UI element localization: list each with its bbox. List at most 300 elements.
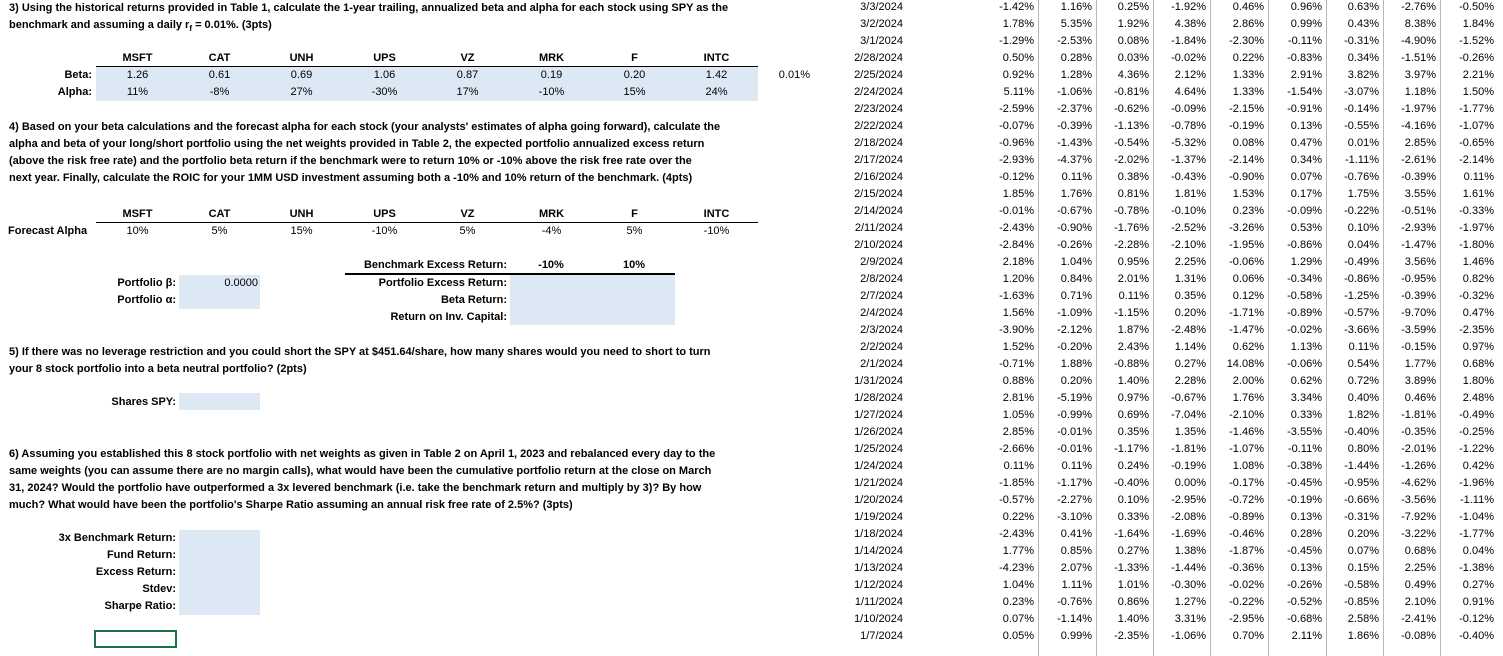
return-cell[interactable]: 8.38% (1404, 18, 1436, 30)
return-cell[interactable]: 0.28% (1060, 52, 1092, 64)
return-cell[interactable]: -2.30% (1229, 35, 1264, 47)
return-cell[interactable]: -0.32% (1459, 290, 1494, 302)
date-cell[interactable]: 1/14/2024 (854, 545, 903, 557)
return-cell[interactable]: -0.26% (1459, 52, 1494, 64)
return-cell[interactable]: -0.85% (1344, 596, 1379, 608)
return-cell[interactable]: -1.77% (1459, 103, 1494, 115)
return-cell[interactable]: 0.01% (1347, 137, 1379, 149)
return-cell[interactable]: 1.75% (1347, 188, 1379, 200)
return-cell[interactable]: -2.15% (1229, 103, 1264, 115)
rf-value-cell[interactable]: 0.01% (778, 69, 810, 81)
return-cell[interactable]: 0.62% (1290, 375, 1322, 387)
return-cell[interactable]: -0.19% (1171, 460, 1206, 472)
date-cell[interactable]: 1/24/2024 (854, 460, 903, 472)
return-cell[interactable]: -0.49% (1459, 409, 1494, 421)
return-cell[interactable]: 0.10% (1117, 494, 1149, 506)
return-cell[interactable]: 3.55% (1404, 188, 1436, 200)
forecast-alpha-cell[interactable]: -4% (541, 225, 562, 237)
return-cell[interactable]: -4.90% (1401, 35, 1436, 47)
return-cell[interactable]: 0.82% (1462, 273, 1494, 285)
date-cell[interactable]: 1/20/2024 (854, 494, 903, 506)
return-cell[interactable]: 1.88% (1060, 358, 1092, 370)
return-cell[interactable]: 0.80% (1347, 443, 1379, 455)
return-cell[interactable]: 2.43% (1117, 341, 1149, 353)
return-cell[interactable]: -3.07% (1344, 86, 1379, 98)
return-cell[interactable]: 1.87% (1117, 324, 1149, 336)
return-cell[interactable]: 0.72% (1347, 375, 1379, 387)
return-cell[interactable]: -1.87% (1229, 545, 1264, 557)
return-cell[interactable]: 1.33% (1232, 86, 1264, 98)
return-cell[interactable]: 0.20% (1060, 375, 1092, 387)
return-cell[interactable]: 0.95% (1117, 256, 1149, 268)
beta-cell[interactable]: 0.87 (456, 69, 479, 81)
return-cell[interactable]: -1.47% (1229, 324, 1264, 336)
return-cell[interactable]: -2.95% (1171, 494, 1206, 506)
return-cell[interactable]: -0.09% (1287, 205, 1322, 217)
return-cell[interactable]: 0.22% (1232, 52, 1264, 64)
return-cell[interactable]: 1.52% (1002, 341, 1034, 353)
return-cell[interactable]: 4.64% (1174, 86, 1206, 98)
date-cell[interactable]: 2/14/2024 (854, 205, 903, 217)
forecast-alpha-cell[interactable]: -10% (703, 225, 730, 237)
return-cell[interactable]: -0.10% (1171, 205, 1206, 217)
benchmark-pos-value[interactable]: 10% (622, 259, 646, 271)
return-cell[interactable]: 1.35% (1174, 426, 1206, 438)
date-cell[interactable]: 1/18/2024 (854, 528, 903, 540)
return-cell[interactable]: 2.48% (1462, 392, 1494, 404)
return-cell[interactable]: 1.27% (1174, 596, 1206, 608)
return-cell[interactable]: -0.14% (1344, 103, 1379, 115)
return-cell[interactable]: -2.41% (1401, 613, 1436, 625)
return-cell[interactable]: -0.39% (1401, 171, 1436, 183)
return-cell[interactable]: -3.56% (1401, 494, 1436, 506)
return-cell[interactable]: -0.31% (1344, 511, 1379, 523)
return-cell[interactable]: -2.28% (1114, 239, 1149, 251)
return-cell[interactable]: -0.20% (1057, 341, 1092, 353)
return-cell[interactable]: -1.96% (1459, 477, 1494, 489)
date-cell[interactable]: 2/15/2024 (854, 188, 903, 200)
return-cell[interactable]: 1.13% (1290, 341, 1322, 353)
date-cell[interactable]: 2/8/2024 (860, 273, 903, 285)
return-cell[interactable]: -3.10% (1057, 511, 1092, 523)
return-cell[interactable]: 1.46% (1462, 256, 1494, 268)
return-cell[interactable]: 1.76% (1060, 188, 1092, 200)
return-cell[interactable]: 1.01% (1117, 579, 1149, 591)
return-cell[interactable]: -2.14% (1229, 154, 1264, 166)
return-cell[interactable]: -1.38% (1459, 562, 1494, 574)
return-cell[interactable]: -1.80% (1459, 239, 1494, 251)
forecast-alpha-cell[interactable]: -10% (371, 225, 398, 237)
return-cell[interactable]: 0.00% (1174, 477, 1206, 489)
return-cell[interactable]: -0.36% (1229, 562, 1264, 574)
return-cell[interactable]: -0.25% (1459, 426, 1494, 438)
return-cell[interactable]: -0.50% (1459, 1, 1494, 13)
return-cell[interactable]: -4.23% (999, 562, 1034, 574)
return-cell[interactable]: 2.11% (1291, 630, 1322, 642)
return-cell[interactable]: -0.67% (1171, 392, 1206, 404)
return-cell[interactable]: -0.19% (1229, 120, 1264, 132)
return-cell[interactable]: -1.07% (1459, 120, 1494, 132)
return-cell[interactable]: -0.55% (1344, 120, 1379, 132)
return-cell[interactable]: -0.40% (1459, 630, 1494, 642)
return-cell[interactable]: -1.97% (1401, 103, 1436, 115)
return-cell[interactable]: 0.27% (1117, 545, 1149, 557)
return-cell[interactable]: -2.37% (1057, 103, 1092, 115)
return-cell[interactable]: 0.47% (1290, 137, 1322, 149)
date-cell[interactable]: 1/11/2024 (854, 596, 903, 608)
return-cell[interactable]: 1.92% (1117, 18, 1149, 30)
date-cell[interactable]: 2/22/2024 (854, 120, 903, 132)
alpha-cell[interactable]: -8% (209, 86, 230, 98)
return-cell[interactable]: -1.92% (1171, 1, 1206, 13)
return-cell[interactable]: -0.54% (1114, 137, 1149, 149)
return-cell[interactable]: 1.18% (1404, 86, 1436, 98)
return-cell[interactable]: 0.10% (1347, 222, 1379, 234)
return-cell[interactable]: -0.01% (999, 205, 1034, 217)
return-cell[interactable]: -2.43% (999, 222, 1034, 234)
return-cell[interactable]: 1.08% (1232, 460, 1264, 472)
return-cell[interactable]: -1.04% (1459, 511, 1494, 523)
return-cell[interactable]: 1.40% (1117, 375, 1149, 387)
date-cell[interactable]: 2/3/2024 (860, 324, 903, 336)
return-cell[interactable]: 0.23% (1002, 596, 1034, 608)
return-cell[interactable]: 1.61% (1462, 188, 1494, 200)
return-cell[interactable]: -2.48% (1171, 324, 1206, 336)
return-cell[interactable]: 1.40% (1117, 613, 1149, 625)
return-cell[interactable]: -0.40% (1344, 426, 1379, 438)
return-cell[interactable]: 0.13% (1290, 511, 1322, 523)
return-cell[interactable]: -4.16% (1401, 120, 1436, 132)
return-cell[interactable]: -0.95% (1401, 273, 1436, 285)
date-cell[interactable]: 2/23/2024 (854, 103, 903, 115)
return-cell[interactable]: -2.93% (999, 154, 1034, 166)
return-cell[interactable]: 0.46% (1404, 392, 1436, 404)
return-cell[interactable]: -1.71% (1229, 307, 1264, 319)
return-cell[interactable]: -1.15% (1114, 307, 1149, 319)
return-cell[interactable]: -0.12% (1459, 613, 1494, 625)
return-cell[interactable]: 0.11% (1061, 460, 1092, 472)
forecast-alpha-cell[interactable]: 15% (290, 225, 313, 237)
return-cell[interactable]: 0.33% (1117, 511, 1149, 523)
return-cell[interactable]: -1.84% (1171, 35, 1206, 47)
return-cell[interactable]: 0.43% (1347, 18, 1379, 30)
date-cell[interactable]: 1/10/2024 (854, 613, 903, 625)
return-cell[interactable]: -2.35% (1459, 324, 1494, 336)
return-cell[interactable]: 0.70% (1232, 630, 1264, 642)
return-cell[interactable]: -2.12% (1057, 324, 1092, 336)
return-cell[interactable]: -1.44% (1344, 460, 1379, 472)
return-cell[interactable]: -0.35% (1401, 426, 1436, 438)
return-cell[interactable]: 0.04% (1347, 239, 1379, 251)
return-cell[interactable]: -0.07% (999, 120, 1034, 132)
return-cell[interactable]: -4.37% (1057, 154, 1092, 166)
return-cell[interactable]: -1.06% (1057, 86, 1092, 98)
return-cell[interactable]: 1.33% (1232, 69, 1264, 81)
return-cell[interactable]: 2.18% (1002, 256, 1034, 268)
return-cell[interactable]: 0.69% (1117, 409, 1149, 421)
date-cell[interactable]: 2/17/2024 (854, 154, 903, 166)
return-cell[interactable]: -1.14% (1057, 613, 1092, 625)
return-cell[interactable]: 0.06% (1232, 273, 1264, 285)
return-cell[interactable]: -0.31% (1344, 35, 1379, 47)
return-cell[interactable]: 0.63% (1347, 1, 1379, 13)
return-cell[interactable]: -2.43% (999, 528, 1034, 540)
return-cell[interactable]: -0.01% (1057, 426, 1092, 438)
return-cell[interactable]: 0.68% (1404, 545, 1436, 557)
return-cell[interactable]: 0.05% (1002, 630, 1034, 642)
return-cell[interactable]: 1.20% (1002, 273, 1034, 285)
return-cell[interactable]: -0.96% (999, 137, 1034, 149)
return-cell[interactable]: -2.52% (1171, 222, 1206, 234)
date-cell[interactable]: 1/12/2024 (854, 579, 903, 591)
return-cell[interactable]: -0.57% (999, 494, 1034, 506)
return-cell[interactable]: 1.81% (1174, 188, 1206, 200)
return-cell[interactable]: -0.26% (1287, 579, 1322, 591)
return-cell[interactable]: 0.49% (1404, 579, 1436, 591)
return-cell[interactable]: 0.11% (1348, 341, 1379, 353)
return-cell[interactable]: -0.15% (1401, 341, 1436, 353)
return-cell[interactable]: -0.45% (1287, 477, 1322, 489)
return-cell[interactable]: -3.22% (1401, 528, 1436, 540)
return-cell[interactable]: 0.33% (1290, 409, 1322, 421)
return-cell[interactable]: -0.99% (1057, 409, 1092, 421)
return-cell[interactable]: -1.09% (1057, 307, 1092, 319)
return-cell[interactable]: 0.25% (1117, 1, 1149, 13)
date-cell[interactable]: 1/13/2024 (854, 562, 903, 574)
return-cell[interactable]: -1.25% (1344, 290, 1379, 302)
return-cell[interactable]: 1.50% (1462, 86, 1494, 98)
return-cell[interactable]: -0.51% (1401, 205, 1436, 217)
return-cell[interactable]: -0.26% (1057, 239, 1092, 251)
return-cell[interactable]: -0.76% (1057, 596, 1092, 608)
return-cell[interactable]: 1.38% (1174, 545, 1206, 557)
return-cell[interactable]: -2.01% (1401, 443, 1436, 455)
forecast-alpha-cell[interactable]: 5% (626, 225, 643, 237)
return-cell[interactable]: -0.17% (1229, 477, 1264, 489)
alpha-cell[interactable]: 27% (290, 86, 313, 98)
return-cell[interactable]: -0.38% (1287, 460, 1322, 472)
return-cell[interactable]: 0.91% (1462, 596, 1494, 608)
return-cell[interactable]: -0.39% (1401, 290, 1436, 302)
return-cell[interactable]: 1.76% (1232, 392, 1264, 404)
return-cell[interactable]: 0.46% (1232, 1, 1264, 13)
return-cell[interactable]: 0.53% (1290, 222, 1322, 234)
return-cell[interactable]: 0.34% (1347, 52, 1379, 64)
return-cell[interactable]: 0.15% (1347, 562, 1379, 574)
return-cell[interactable]: -0.11% (1287, 443, 1322, 455)
return-cell[interactable]: 2.10% (1404, 596, 1436, 608)
return-cell[interactable]: -0.06% (1287, 358, 1322, 370)
date-cell[interactable]: 2/18/2024 (854, 137, 903, 149)
return-cell[interactable]: 0.13% (1290, 120, 1322, 132)
return-cell[interactable]: 2.01% (1117, 273, 1149, 285)
return-cell[interactable]: -0.22% (1229, 596, 1264, 608)
return-cell[interactable]: 2.21% (1462, 69, 1494, 81)
return-cell[interactable]: 0.35% (1117, 426, 1149, 438)
return-cell[interactable]: -1.47% (1401, 239, 1436, 251)
return-cell[interactable]: -3.66% (1344, 324, 1379, 336)
return-cell[interactable]: -0.30% (1171, 579, 1206, 591)
return-cell[interactable]: -1.07% (1229, 443, 1264, 455)
return-cell[interactable]: 3.97% (1404, 69, 1436, 81)
return-cell[interactable]: 3.82% (1347, 69, 1379, 81)
return-cell[interactable]: -1.37% (1171, 154, 1206, 166)
return-cell[interactable]: -2.08% (1171, 511, 1206, 523)
return-cell[interactable]: -0.68% (1287, 613, 1322, 625)
return-cell[interactable]: 1.16% (1060, 1, 1092, 13)
date-cell[interactable]: 2/24/2024 (854, 86, 903, 98)
return-cell[interactable]: -0.67% (1057, 205, 1092, 217)
return-cell[interactable]: -0.86% (1344, 273, 1379, 285)
return-cell[interactable]: -0.45% (1287, 545, 1322, 557)
return-cell[interactable]: 2.58% (1347, 613, 1379, 625)
return-cell[interactable]: 1.85% (1002, 188, 1034, 200)
return-cell[interactable]: 0.23% (1232, 205, 1264, 217)
return-cell[interactable]: 0.88% (1002, 375, 1034, 387)
return-cell[interactable]: 0.13% (1290, 562, 1322, 574)
return-cell[interactable]: 0.99% (1290, 18, 1322, 30)
return-cell[interactable]: -1.17% (1114, 443, 1149, 455)
return-cell[interactable]: -0.46% (1229, 528, 1264, 540)
return-cell[interactable]: -0.89% (1229, 511, 1264, 523)
return-cell[interactable]: -0.33% (1459, 205, 1494, 217)
return-cell[interactable]: -0.76% (1344, 171, 1379, 183)
return-cell[interactable]: -0.83% (1287, 52, 1322, 64)
return-cell[interactable]: -1.11% (1344, 154, 1379, 166)
date-cell[interactable]: 1/25/2024 (854, 443, 903, 455)
return-cell[interactable]: 1.11% (1061, 579, 1092, 591)
return-cell[interactable]: 1.04% (1060, 256, 1092, 268)
return-cell[interactable]: -0.34% (1287, 273, 1322, 285)
return-cell[interactable]: -1.06% (1171, 630, 1206, 642)
return-cell[interactable]: -0.89% (1287, 307, 1322, 319)
forecast-alpha-cell[interactable]: 10% (126, 225, 149, 237)
date-cell[interactable]: 2/16/2024 (854, 171, 903, 183)
return-cell[interactable]: 0.27% (1462, 579, 1494, 591)
return-cell[interactable]: -3.90% (999, 324, 1034, 336)
return-cell[interactable]: 1.05% (1002, 409, 1034, 421)
return-cell[interactable]: -0.49% (1344, 256, 1379, 268)
date-cell[interactable]: 1/26/2024 (854, 426, 903, 438)
return-cell[interactable]: 0.03% (1117, 52, 1149, 64)
return-cell[interactable]: -2.61% (1401, 154, 1436, 166)
return-cell[interactable]: 4.38% (1174, 18, 1206, 30)
return-cell[interactable]: -0.78% (1171, 120, 1206, 132)
return-cell[interactable]: 0.40% (1347, 392, 1379, 404)
return-cell[interactable]: -0.08% (1401, 630, 1436, 642)
return-cell[interactable]: 0.11% (1463, 171, 1494, 183)
return-cell[interactable]: -2.76% (1401, 1, 1436, 13)
return-cell[interactable]: 0.68% (1462, 358, 1494, 370)
date-cell[interactable]: 2/4/2024 (860, 307, 903, 319)
return-cell[interactable]: 0.34% (1290, 154, 1322, 166)
return-cell[interactable]: 2.85% (1404, 137, 1436, 149)
return-cell[interactable]: 0.97% (1462, 341, 1494, 353)
forecast-alpha-cell[interactable]: 5% (459, 225, 476, 237)
return-cell[interactable]: 2.85% (1002, 426, 1034, 438)
return-cell[interactable]: 5.11% (1003, 86, 1034, 98)
return-cell[interactable]: 0.07% (1002, 613, 1034, 625)
return-cell[interactable]: -1.43% (1057, 137, 1092, 149)
return-cell[interactable]: 0.96% (1290, 1, 1322, 13)
return-cell[interactable]: -0.58% (1287, 290, 1322, 302)
return-cell[interactable]: -0.88% (1114, 358, 1149, 370)
return-cell[interactable]: -1.42% (999, 1, 1034, 13)
return-cell[interactable]: -1.77% (1459, 528, 1494, 540)
return-cell[interactable]: 0.97% (1117, 392, 1149, 404)
return-cell[interactable]: -0.43% (1171, 171, 1206, 183)
return-cell[interactable]: 0.04% (1462, 545, 1494, 557)
return-cell[interactable]: -1.52% (1459, 35, 1494, 47)
return-cell[interactable]: 0.20% (1174, 307, 1206, 319)
beta-cell[interactable]: 0.61 (208, 69, 231, 81)
return-cell[interactable]: 0.86% (1117, 596, 1149, 608)
return-cell[interactable]: 0.42% (1462, 460, 1494, 472)
date-cell[interactable]: 2/28/2024 (854, 52, 903, 64)
return-cell[interactable]: -1.51% (1401, 52, 1436, 64)
return-cell[interactable]: 2.00% (1232, 375, 1264, 387)
return-cell[interactable]: -1.46% (1229, 426, 1264, 438)
return-cell[interactable]: -3.55% (1287, 426, 1322, 438)
alpha-cell[interactable]: 11% (126, 86, 149, 98)
return-cell[interactable]: 1.78% (1002, 18, 1034, 30)
return-cell[interactable]: 0.08% (1117, 35, 1149, 47)
return-cell[interactable]: 0.62% (1232, 341, 1264, 353)
return-cell[interactable]: 0.47% (1462, 307, 1494, 319)
return-cell[interactable]: -0.06% (1229, 256, 1264, 268)
return-cell[interactable]: 0.99% (1060, 630, 1092, 642)
return-cell[interactable]: 0.54% (1347, 358, 1379, 370)
return-cell[interactable]: 0.84% (1060, 273, 1092, 285)
alpha-cell[interactable]: 17% (456, 86, 479, 98)
return-cell[interactable]: 0.07% (1347, 545, 1379, 557)
date-cell[interactable]: 2/2/2024 (860, 341, 903, 353)
return-cell[interactable]: 0.50% (1002, 52, 1034, 64)
return-cell[interactable]: 1.77% (1404, 358, 1436, 370)
return-cell[interactable]: -0.81% (1114, 86, 1149, 98)
return-cell[interactable]: -1.13% (1114, 120, 1149, 132)
return-cell[interactable]: 3.56% (1404, 256, 1436, 268)
return-cell[interactable]: 1.56% (1002, 307, 1034, 319)
return-cell[interactable]: -0.65% (1459, 137, 1494, 149)
return-cell[interactable]: -0.19% (1287, 494, 1322, 506)
beta-cell[interactable]: 1.42 (705, 69, 728, 81)
return-cell[interactable]: -0.12% (999, 171, 1034, 183)
return-cell[interactable]: -0.39% (1057, 120, 1092, 132)
return-cell[interactable]: 2.91% (1290, 69, 1322, 81)
return-cell[interactable]: 2.25% (1174, 256, 1206, 268)
return-cell[interactable]: 2.81% (1002, 392, 1034, 404)
return-cell[interactable]: 0.41% (1060, 528, 1092, 540)
beta-cell[interactable]: 0.19 (540, 69, 563, 81)
return-cell[interactable]: -2.35% (1114, 630, 1149, 642)
date-cell[interactable]: 1/19/2024 (854, 511, 903, 523)
return-cell[interactable]: -0.71% (999, 358, 1034, 370)
return-cell[interactable]: -2.59% (999, 103, 1034, 115)
return-cell[interactable]: 2.86% (1232, 18, 1264, 30)
return-cell[interactable]: 0.11% (1118, 290, 1149, 302)
beta-cell[interactable]: 0.69 (290, 69, 313, 81)
date-cell[interactable]: 3/2/2024 (860, 18, 903, 30)
alpha-cell[interactable]: -30% (371, 86, 398, 98)
return-cell[interactable]: -1.17% (1057, 477, 1092, 489)
return-cell[interactable]: -0.57% (1344, 307, 1379, 319)
return-cell[interactable]: 0.27% (1174, 358, 1206, 370)
return-cell[interactable]: -2.14% (1459, 154, 1494, 166)
return-cell[interactable]: -1.81% (1401, 409, 1436, 421)
return-cell[interactable]: 2.07% (1060, 562, 1092, 574)
return-cell[interactable]: 3.31% (1174, 613, 1206, 625)
